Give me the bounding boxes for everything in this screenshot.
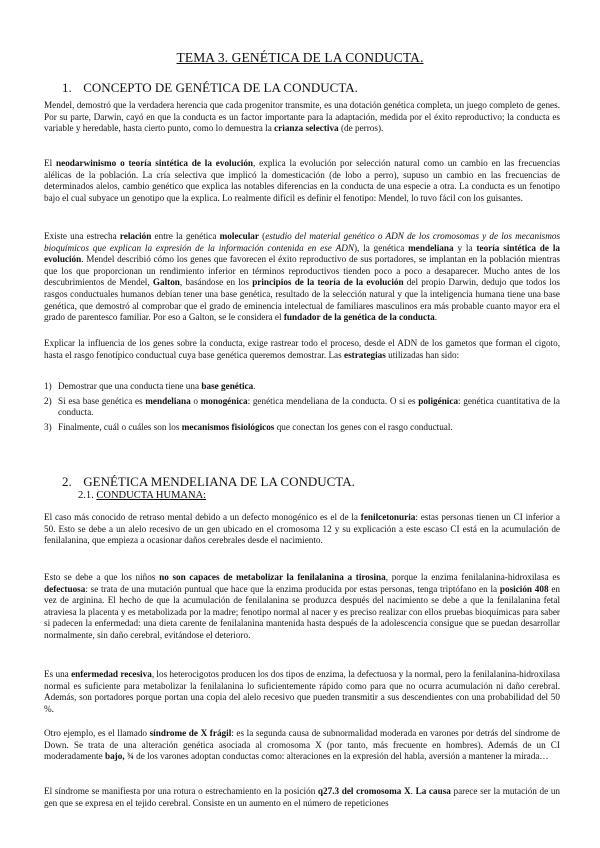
list-item xyxy=(44,422,560,434)
section-1-number: 1. xyxy=(62,80,72,95)
bold-text: monogénica xyxy=(200,395,248,406)
section-1-heading xyxy=(62,80,358,96)
text: entre la genética xyxy=(151,231,220,241)
text: Mendel, demostró que la verdadera herencia que cada progenitor transmite, es una dotación genética completa, un juego completo de genes. Por su parte, Darwin, cayó en que la conducta es un factor importante para la adaptación, medida por el éxito reproductivo; la conducta es variable y heredable, hasta cierto punto, como lo demuestra la xyxy=(44,100,560,134)
text: Existe una estrecha xyxy=(44,231,120,241)
list-number: 1) xyxy=(44,381,52,391)
subsection-number: 2.1. xyxy=(78,490,94,501)
bold-text: molecular xyxy=(219,231,259,241)
bold-text: enfermedad recesiva xyxy=(71,669,152,679)
text: , basándose en los xyxy=(179,277,253,288)
bold-text: poligénica xyxy=(418,395,459,406)
paragraph-2 xyxy=(44,158,560,204)
paragraph-6 xyxy=(44,572,560,642)
bold-text: principios de la teoría de la evolución xyxy=(252,277,404,288)
text: en vez de arginina. El hecho de que la acumulación de fenilalanina se produzca después del nacimiento se debe a que la fenilalanina fetal atraviesa la placenta y es metabolizada por la madre; fenotipo normal al nacer y es preciso realizar con ellos pruebas bioquímicas para saber si padecen la enfermedad: una dieta carente de fenilalanina mantenida hasta después de la adolescencia consigue que se puedan desarrollar normalmente, sin daño cerebral, evitándose el deterioro. xyxy=(44,583,560,640)
bold-text: neodarwinismo o teoría sintética de la evolución xyxy=(56,158,254,168)
paragraph-1 xyxy=(44,100,560,135)
section-2-heading xyxy=(62,474,355,490)
paragraph-8 xyxy=(44,728,560,763)
bold-text: estrategias xyxy=(344,349,386,360)
section-2-title: GENÉTICA MENDELIANA DE LA CONDUCTA. xyxy=(83,474,355,489)
text: , porque la enzima fenilalanina-hidroxilasa es xyxy=(385,572,561,582)
text: de los varones adoptan conductas como: alteraciones en la expresión del habla, aversión a mantener la mirada… xyxy=(133,751,549,762)
bold-text: mendeliana xyxy=(408,242,454,253)
bold-text: teoría sintética de la evolución xyxy=(44,242,560,265)
text: . xyxy=(434,312,438,323)
text: Esto se debe a que los niños xyxy=(44,572,160,582)
text: Es una xyxy=(44,669,72,679)
text: , los heterocigotos producen los dos tipos de enzima, la defectuosa y la normal, pero la fenilalanina-hidroxilasa normal es suficiente para metabolizar la fenilalanina lo suficientemente rápido como para que no ocurra acumulación ni daño cerebral. Además, son portadores porque portan una copia del alelo recesivo que pueden transmitir a sus descendientes con una probabilidad del 50 %. xyxy=(44,669,561,714)
document-title: TEMA 3. GENÉTICA DE LA CONDUCTA. xyxy=(176,50,424,65)
text: ), la genética xyxy=(353,242,409,253)
text: . Mendel describió cómo los genes que favorecen el éxito reproductivo de sus portadores, se implantan en la población mientras que los que proporcionan un rendimiento inferior en términos reproductivos tienden poco a poco a desaparecer. Mucho antes de los descubrimientos de Mendel, xyxy=(44,254,560,288)
bold-text: La causa xyxy=(415,786,451,796)
text: y la xyxy=(453,242,477,253)
list-number: 3) xyxy=(44,421,52,432)
text: El caso más conocido de retraso mental debido a un defecto monogénico es el de la xyxy=(44,512,361,522)
paragraph-7 xyxy=(44,669,560,715)
subsection-title: CONDUCTA HUMANA: xyxy=(96,490,207,501)
text: que conectan los genes con el rasgo conductual. xyxy=(274,421,453,432)
paragraph-9 xyxy=(44,786,560,809)
paragraph-5 xyxy=(44,512,560,547)
bold-text: fundador de la genética de la conducta xyxy=(283,312,435,323)
text: del propio Darwin, dedujo que todos los rasgos conductuales humanos debían tener una base genética, resultado de la selección natural y que la inteligencia humana tiene una base genética, que demostró al comprobar que el grado de eminencia intelectual de familiares masculinos era más probable cuanto mayor era el grado de parentesco familiar. Por eso a Galton, se le considera el xyxy=(44,277,560,323)
strategies-list xyxy=(44,381,560,436)
section-2-number: 2. xyxy=(62,474,72,489)
text: Finalmente, cuál o cuáles son los xyxy=(58,421,182,432)
subsection-2-1-heading xyxy=(78,490,206,501)
text: : genética mendeliana de la conducta. O si es xyxy=(247,395,419,406)
italic-text: estudio del material genético o ADN de los cromosomas y de los mecanismos bioquímicos que explican la expresión de la información contenida en ese ADN xyxy=(44,231,561,253)
text: Si esa base genética es xyxy=(58,395,146,406)
text: parece ser la mutación de un gen que se expresa en el tejido cerebral. Consiste en un aumento en el número de repeticiones xyxy=(44,786,561,808)
list-item xyxy=(44,381,560,393)
text: Otro ejemplo, es el llamado xyxy=(44,728,150,738)
text: ( xyxy=(258,231,266,241)
bold-text: mendeliana xyxy=(145,395,191,406)
bold-text: bajo, ¾ xyxy=(104,751,134,762)
bold-text: defectuosa xyxy=(44,583,86,594)
bold-text: fenilcetonuria xyxy=(360,512,416,522)
bold-text: relación xyxy=(119,231,152,241)
section-1-title: CONCEPTO DE GENÉTICA DE LA CONDUCTA. xyxy=(83,80,358,95)
paragraph-3 xyxy=(44,231,560,324)
bold-text: q27.3 del cromosoma X xyxy=(317,786,411,796)
list-number: 2) xyxy=(44,395,52,406)
text: Demostrar que una conducta tiene una xyxy=(58,381,202,391)
text: El xyxy=(44,158,56,168)
text: (de perros). xyxy=(338,123,384,134)
text: : se trata de una mutación puntual que hace que la enzima producida por estas personas, tenga triptófano en la xyxy=(85,583,500,594)
text: : genética cuantitativa de la conducta. xyxy=(58,395,560,418)
text: o xyxy=(190,395,201,406)
text: utilizadas han sido: xyxy=(385,349,460,360)
text: : estas personas tienen un CI inferior a 50. Esto se debe a un alelo recesivo de un gen ubicado en el cromosoma 12 y su explicación a este escaso CI está en la acumulación de fenilalanina, que empieza a ocasionar daños cerebrales desde el nacimiento. xyxy=(44,512,560,546)
text: Explicar la influencia de los genes sobre la conducta, exige rastrear todo el proceso, desde el ADN de los gametos que forman el cigoto, hasta el rasgo fenotípico conductual cuya base genética queremos demostrar. Las xyxy=(44,338,560,360)
bold-text: base genética xyxy=(201,381,254,391)
text: , explica la evolución por selección natural como un cambio en las frecuencias alélicas de la población. La cría selectiva que implicó la domesticación (de lobo a perro), supuso un cambio en las frecuencias de determinados alelos, cambio genético que explica las notables diferencias en la conducta de una especie a otra. La conducta es un fenotipo bajo el cual subyace un genotipo que la explica. Lo realmente difícil es definir el fenotipo: Mendel, lo tuvo fácil con los guisantes. xyxy=(44,158,560,203)
bold-text: mecanismos fisiológicos xyxy=(181,421,275,432)
bold-text: Galton xyxy=(152,277,180,288)
text: : es la segunda causa de subnormalidad moderada en varones por detrás del síndrome de Down. Se trata de una alteración genética asociada al cromosoma X (por tanto, más frecuente en hombres). Además de un CI moderadamente xyxy=(44,728,560,762)
text: . xyxy=(253,381,256,391)
text: El síndrome se manifiesta por una rotura o estrechamiento en la posición xyxy=(44,786,318,796)
bold-text: síndrome de X frágil xyxy=(149,728,232,738)
paragraph-4 xyxy=(44,338,560,361)
text: . xyxy=(410,786,416,796)
list-item xyxy=(44,396,560,419)
bold-text: posición 408 xyxy=(499,583,549,594)
bold-text: no son capaces de metabolizar la fenilalanina a tirosina xyxy=(159,572,386,582)
bold-text: crianza selectiva xyxy=(274,123,339,134)
